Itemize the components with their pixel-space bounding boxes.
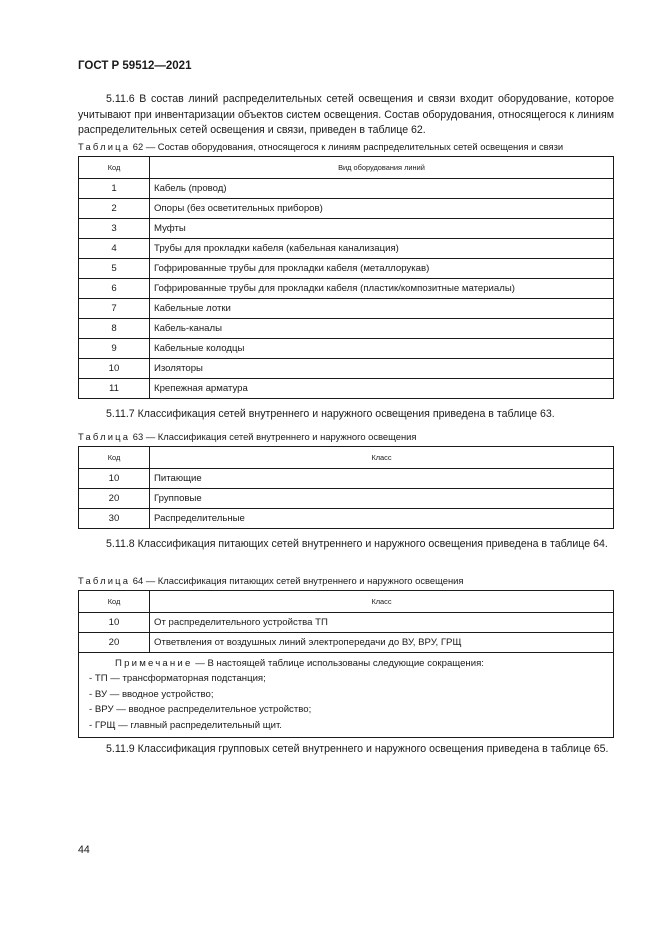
note-item: - ВРУ — вводное распределительное устройство; [89, 704, 312, 716]
table-row [79, 299, 614, 319]
table-header-row [79, 157, 614, 179]
table-row [79, 489, 614, 509]
row-code: 11 [79, 379, 150, 399]
table-row [79, 219, 614, 239]
row-name: Кабельные колодцы [150, 339, 614, 359]
row-code: 10 [79, 613, 150, 633]
row-code: 6 [79, 279, 150, 299]
row-name: Кабельные лотки [150, 299, 614, 319]
table-row [79, 359, 614, 379]
column-header-class: Класс [150, 447, 614, 469]
table-63-caption [78, 431, 614, 443]
row-name: Изоляторы [150, 359, 614, 379]
note-label: Примечание [115, 658, 193, 669]
row-name: Групповые [150, 489, 614, 509]
caption-text: 64 — Классификация питающих сетей внутреннего и наружного освещения [132, 575, 464, 586]
paragraph-5-11-7 [78, 407, 614, 423]
row-code: 2 [79, 199, 150, 219]
row-code: 9 [79, 339, 150, 359]
caption-label: Таблица [78, 575, 131, 586]
table-row [79, 633, 614, 653]
table-row [79, 239, 614, 259]
table-row [79, 179, 614, 199]
column-header-code: Код [79, 157, 150, 179]
column-header-code: Код [79, 447, 150, 469]
paragraph-text: 5.11.9 Классификация групповых сетей внутреннего и наружного освещения приведена в таблице 65. [106, 743, 609, 755]
row-code: 4 [79, 239, 150, 259]
table-62-caption [78, 141, 614, 153]
table-row [79, 319, 614, 339]
table-63 [78, 446, 614, 529]
column-header-code: Код [79, 591, 150, 613]
paragraph-5-11-9 [78, 742, 614, 758]
row-name: Питающие [150, 469, 614, 489]
paragraph-5-11-6 [78, 92, 614, 139]
row-code: 7 [79, 299, 150, 319]
row-code: 1 [79, 179, 150, 199]
table-row [79, 469, 614, 489]
row-name: Кабель (провод) [150, 179, 614, 199]
table-64-caption [78, 575, 614, 587]
row-code: 10 [79, 469, 150, 489]
note-title [89, 656, 607, 671]
page-number: 44 [78, 844, 90, 856]
table-header-row [79, 447, 614, 469]
row-name: От распределительного устройства ТП [150, 613, 614, 633]
column-header-equipment: Вид оборудования линий [150, 157, 614, 179]
row-code: 20 [79, 489, 150, 509]
row-code: 8 [79, 319, 150, 339]
note-item: - ТП — трансформаторная подстанция; [89, 673, 266, 685]
paragraph-text: 5.11.6 В состав линий распределительных сетей освещения и связи входит оборудование, которое учитывают при инвентаризации объектов систем освещения. Состав оборудования, относящегося к линиям распределительных сетей освещения и связи, приведен в таблице 62. [78, 93, 614, 136]
row-name: Ответвления от воздушных линий электропередачи до ВУ, ВРУ, ГРЩ [150, 633, 614, 653]
row-code: 20 [79, 633, 150, 653]
table-row [79, 259, 614, 279]
row-code: 30 [79, 509, 150, 529]
caption-text: 63 — Классификация сетей внутреннего и наружного освещения [132, 431, 417, 442]
row-name: Гофрированные трубы для прокладки кабеля (металлорукав) [150, 259, 614, 279]
row-code: 3 [79, 219, 150, 239]
paragraph-text: 5.11.7 Классификация сетей внутреннего и наружного освещения приведена в таблице 63. [106, 408, 555, 420]
caption-label: Таблица [78, 431, 131, 442]
document-id: ГОСТ Р 59512—2021 [78, 60, 192, 72]
row-name: Трубы для прокладки кабеля (кабельная канализация) [150, 239, 614, 259]
table-header-row [79, 591, 614, 613]
row-name: Муфты [150, 219, 614, 239]
note-item: - ГРЩ — главный распределительный щит. [89, 719, 282, 731]
column-header-class: Класс [150, 591, 614, 613]
table-note [79, 653, 614, 738]
table-row [79, 279, 614, 299]
row-name: Кабель-каналы [150, 319, 614, 339]
table-64 [78, 590, 614, 738]
table-note-row [79, 653, 614, 738]
row-name: Гофрированные трубы для прокладки кабеля (пластик/композитные материалы) [150, 279, 614, 299]
row-code: 5 [79, 259, 150, 279]
table-62 [78, 156, 614, 399]
caption-text: 62 — Состав оборудования, относящегося к линиям распределительных сетей освещения и связи [132, 141, 564, 152]
table-row [79, 509, 614, 529]
caption-label: Таблица [78, 141, 131, 152]
table-row [79, 339, 614, 359]
row-code: 10 [79, 359, 150, 379]
table-row [79, 379, 614, 399]
row-name: Опоры (без осветительных приборов) [150, 199, 614, 219]
note-text: — В настоящей таблице использованы следующие сокращения: [192, 658, 484, 669]
note-item: - ВУ — вводное устройство; [89, 688, 214, 700]
table-row [79, 199, 614, 219]
paragraph-5-11-8 [78, 537, 614, 553]
row-name: Крепежная арматура [150, 379, 614, 399]
paragraph-text: 5.11.8 Классификация питающих сетей внутреннего и наружного освещения приведена в таблице 64. [106, 538, 608, 550]
row-name: Распределительные [150, 509, 614, 529]
table-row [79, 613, 614, 633]
